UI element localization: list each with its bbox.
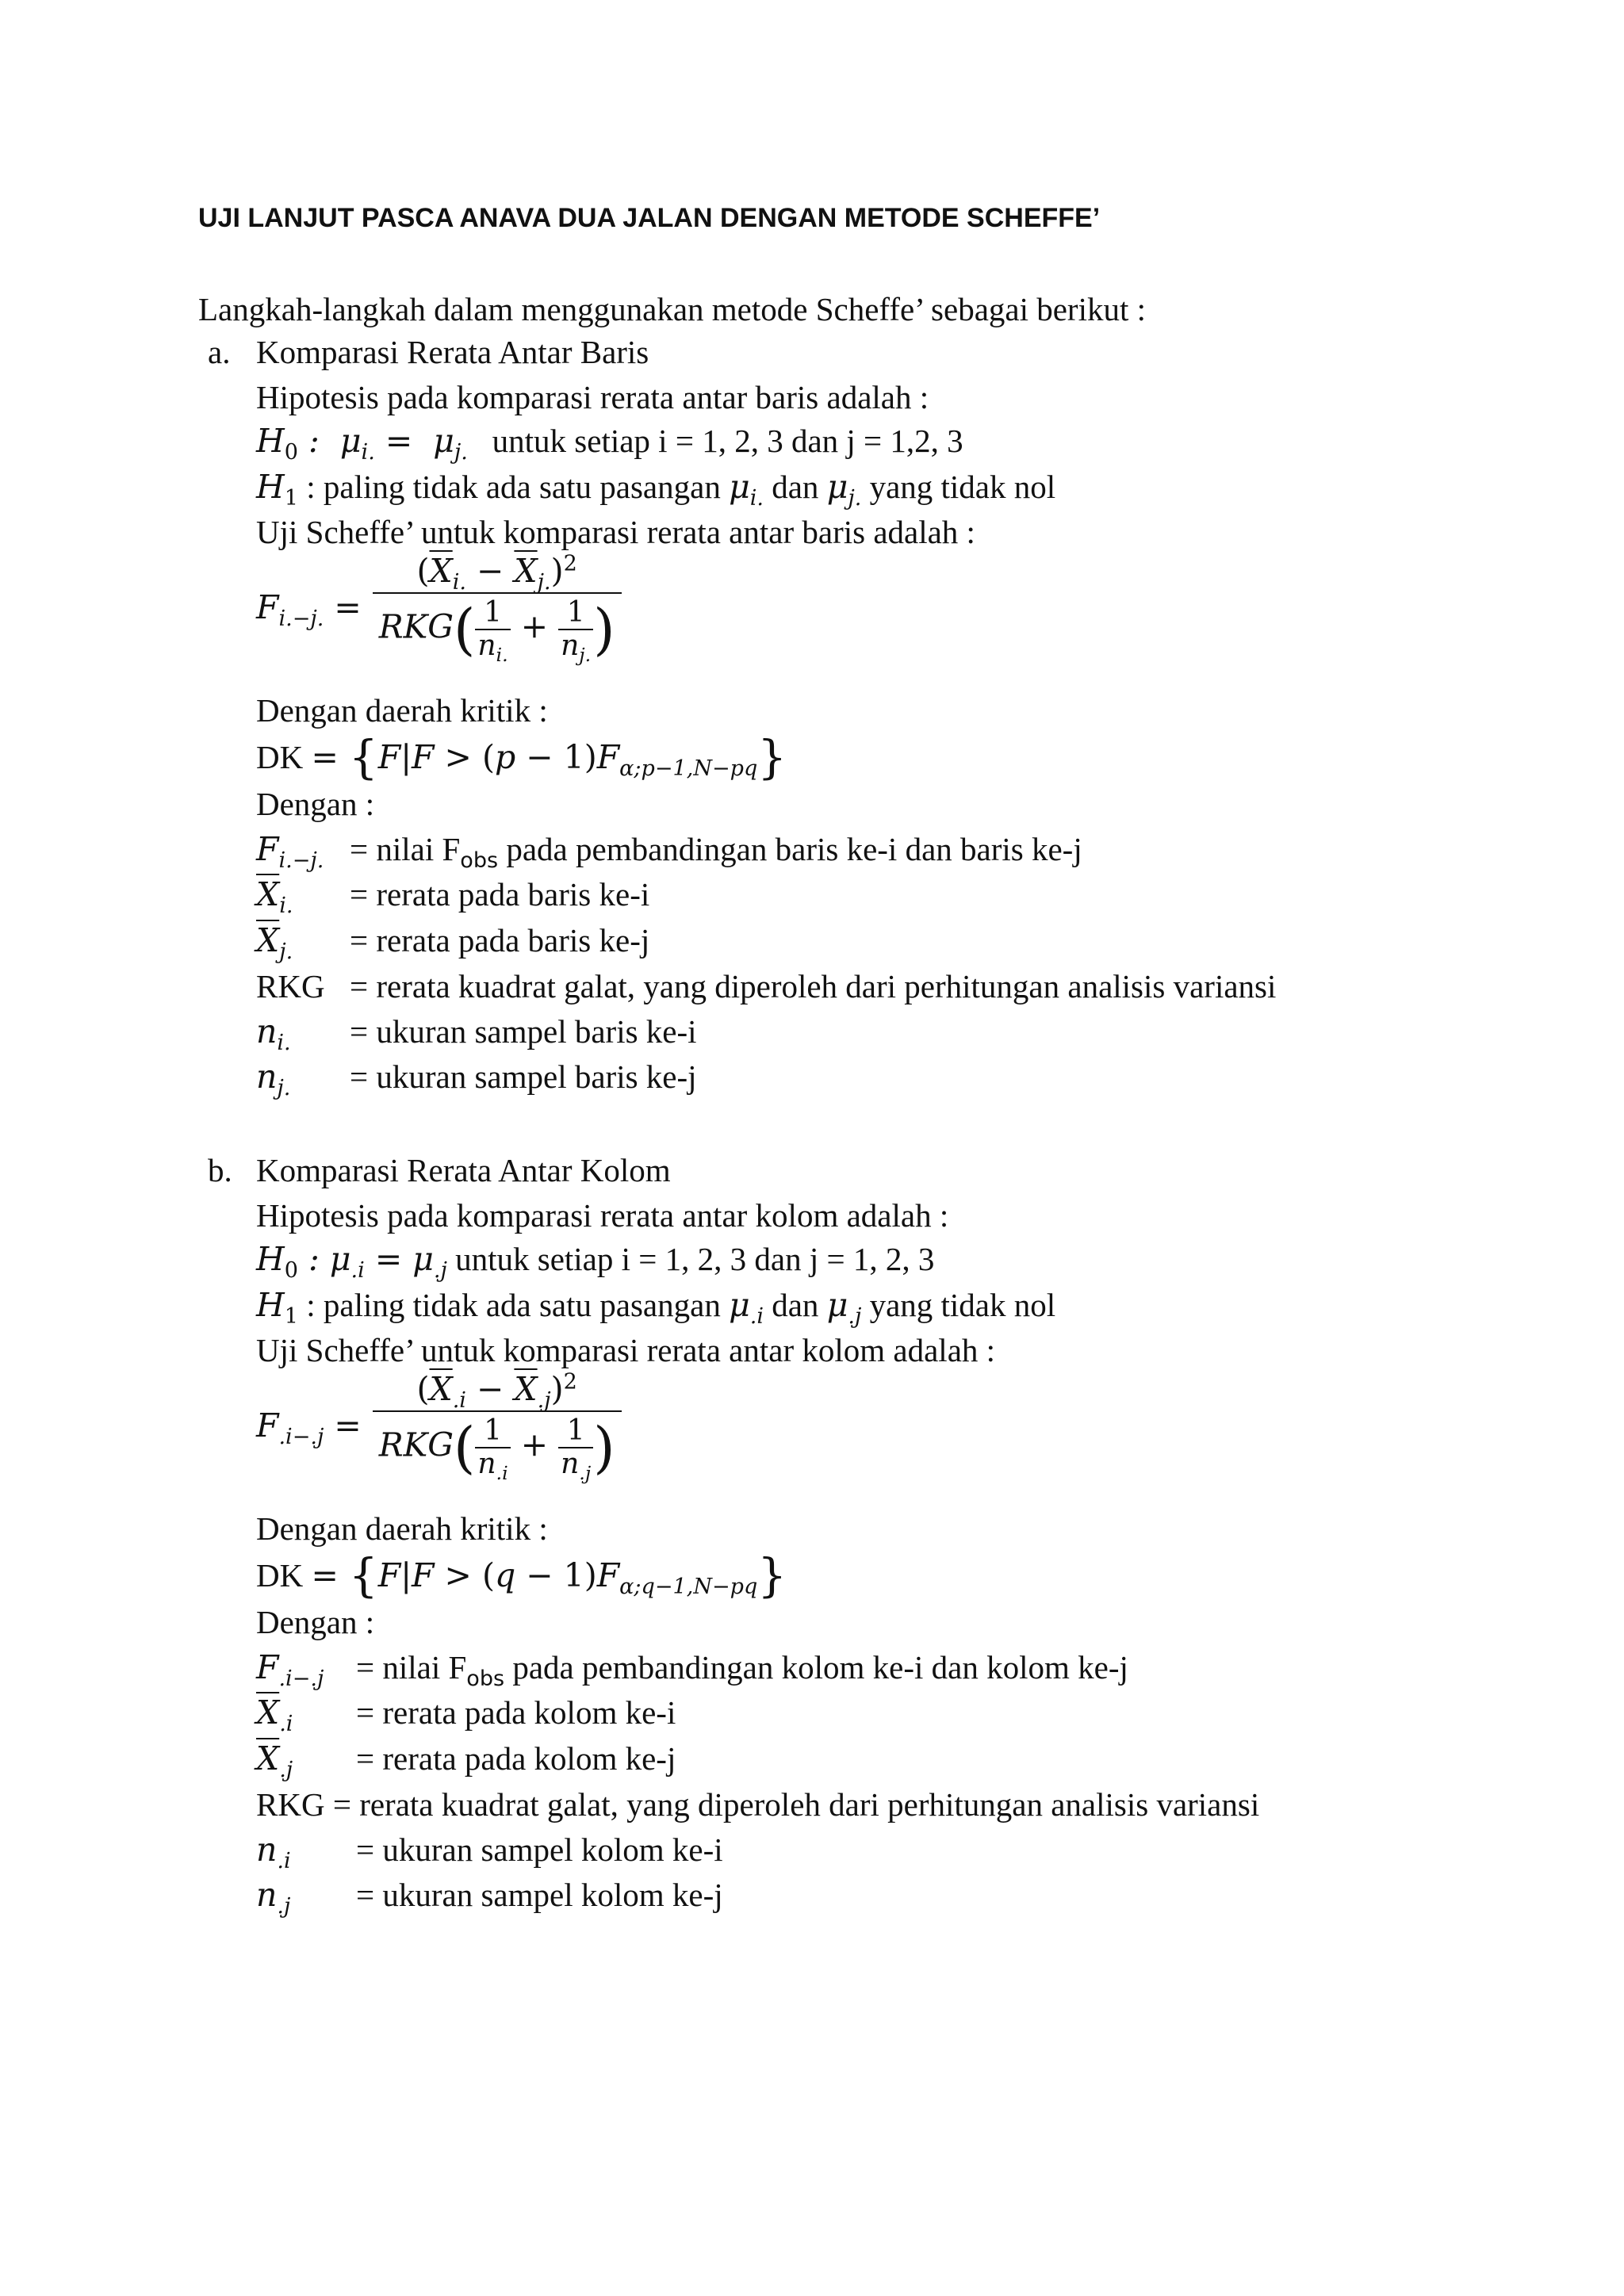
section-a-dk: DK bbox=[256, 739, 304, 775]
section-b-heading: Komparasi Rerata Antar Kolom bbox=[256, 1152, 671, 1188]
section-b-dk: DK bbox=[256, 1557, 304, 1594]
section-a-formula: $F_{i.-j.}$ = $(\overline{X}_{i.} - \overline{X}_{j.})^2$ RKG( $\frac{1}{n_{i.}}$ + $\frac{1}{n_{j.}}$ ) bbox=[256, 555, 622, 660]
intro-text: Langkah-langkah dalam menggunakan metode Scheffe’ sebagai berikut : bbox=[198, 291, 1147, 327]
section-b-h1: $H_1$ : paling tidak ada satu pasangan $\mu_{.i}$ dan $\mu_{.j}$ yang tidak nol bbox=[256, 1286, 1056, 1330]
section-a-h1-text-1: : paling tidak ada satu pasangan bbox=[306, 469, 721, 505]
document-title: UJI LANJUT PASCA ANAVA DUA JALAN DENGAN METODE SCHEFFE’ bbox=[198, 203, 1101, 233]
section-a-critical-region: DK = $\{F|F > (p - 1)F_{\alpha;p-1,N-pq}\}$ bbox=[256, 730, 787, 784]
section-b-def-6: $n_{.j}$ = ukuran sampel kolom ke-j bbox=[256, 1876, 723, 1919]
section-a-heading: Komparasi Rerata Antar Baris bbox=[256, 334, 649, 370]
section-b-def-3: $\overline{X}_{.j}$ = rerata pada kolom ke-j bbox=[256, 1739, 676, 1783]
section-b-h1-text-2: yang tidak nol bbox=[869, 1287, 1056, 1323]
section-b-def-4: RKG = rerata kuadrat galat, yang diperoleh dari perhitungan analisis variansi bbox=[256, 1786, 1260, 1823]
section-a-def-6: $n_{j.}$ = ukuran sampel baris ke-j bbox=[256, 1058, 697, 1101]
section-b-critical-intro: Dengan daerah kritik : bbox=[256, 1510, 548, 1547]
section-a-h0-text: untuk setiap i = 1, 2, 3 dan j = 1,2, 3 bbox=[492, 423, 963, 459]
section-a-def-3: $\overline{X}_{j.}$ = rerata pada baris ke-j bbox=[256, 921, 650, 965]
section-b-dengan: Dengan : bbox=[256, 1604, 375, 1640]
section-b-def-5: $n_{.i}$ = ukuran sampel kolom ke-i bbox=[256, 1831, 723, 1874]
section-a-h1: $H_1$ : paling tidak ada satu pasangan $\mu_{i.}$ dan $\mu_{j.}$ yang tidak nol bbox=[256, 468, 1056, 511]
section-b-marker: b. bbox=[208, 1152, 232, 1188]
section-b-hypothesis-intro: Hipotesis pada komparasi rerata antar kolom adalah : bbox=[256, 1197, 949, 1234]
section-b-h1-dan: dan bbox=[772, 1287, 819, 1323]
section-a-def-1: $F_{i.-j.}$ = nilai $F_{obs}$ pada pembandingan baris ke-i dan baris ke-j bbox=[256, 830, 1082, 874]
section-a-h0: $H_0$ : $\mu_{i.} = \mu_{j.}$ untuk setiap i = 1, 2, 3 dan j = 1,2, 3 bbox=[256, 422, 963, 465]
section-a-critical-intro: Dengan daerah kritik : bbox=[256, 692, 548, 729]
section-a-dengan: Dengan : bbox=[256, 786, 375, 822]
section-b-h0: $H_0$ : $\mu_{.i} = \mu_{.j}$ untuk setiap i = 1, 2, 3 dan j = 1, 2, 3 bbox=[256, 1240, 935, 1284]
section-b-formula: $F_{.i-.j}$ = $(\overline{X}_{.i} - \overline{X}_{.j})^2$ RKG( $\frac{1}{n_{.i}}$ + $\frac{1}{n_{.j}}$ ) bbox=[256, 1373, 622, 1479]
section-a-hypothesis-intro: Hipotesis pada komparasi rerata antar baris adalah : bbox=[256, 379, 929, 415]
section-b-rkg: RKG bbox=[378, 1425, 454, 1464]
section-a-test-intro: Uji Scheffe’ untuk komparasi rerata antar baris adalah : bbox=[256, 514, 975, 550]
section-a-rkg: RKG bbox=[378, 607, 454, 646]
section-a-def-2: $\overline{X}_{i.}$ = rerata pada baris ke-i bbox=[256, 875, 650, 919]
section-b-h1-text-1: : paling tidak ada satu pasangan bbox=[306, 1287, 721, 1323]
section-a-h1-dan: dan bbox=[772, 469, 819, 505]
section-b-def-2: $\overline{X}_{.i}$ = rerata pada kolom ke-i bbox=[256, 1693, 676, 1737]
section-a-def-4: RKG = rerata kuadrat galat, yang diperoleh dari perhitungan analisis variansi bbox=[256, 968, 1277, 1004]
section-b-critical-region: DK = $\{F|F > (q - 1)F_{\alpha;q-1,N-pq}\}$ bbox=[256, 1548, 787, 1602]
section-a-h1-text-2: yang tidak nol bbox=[869, 469, 1056, 505]
section-b-test-intro: Uji Scheffe’ untuk komparasi rerata antar kolom adalah : bbox=[256, 1332, 996, 1368]
section-a-def-5: $n_{i.}$ = ukuran sampel baris ke-i bbox=[256, 1012, 697, 1056]
section-b-def-1: $F_{.i-.j}$ = nilai $F_{obs}$ pada pembandingan kolom ke-i dan kolom ke-j bbox=[256, 1648, 1128, 1692]
section-a-marker: a. bbox=[208, 334, 231, 370]
section-b-h0-text: untuk setiap i = 1, 2, 3 dan j = 1, 2, 3 bbox=[455, 1241, 935, 1277]
